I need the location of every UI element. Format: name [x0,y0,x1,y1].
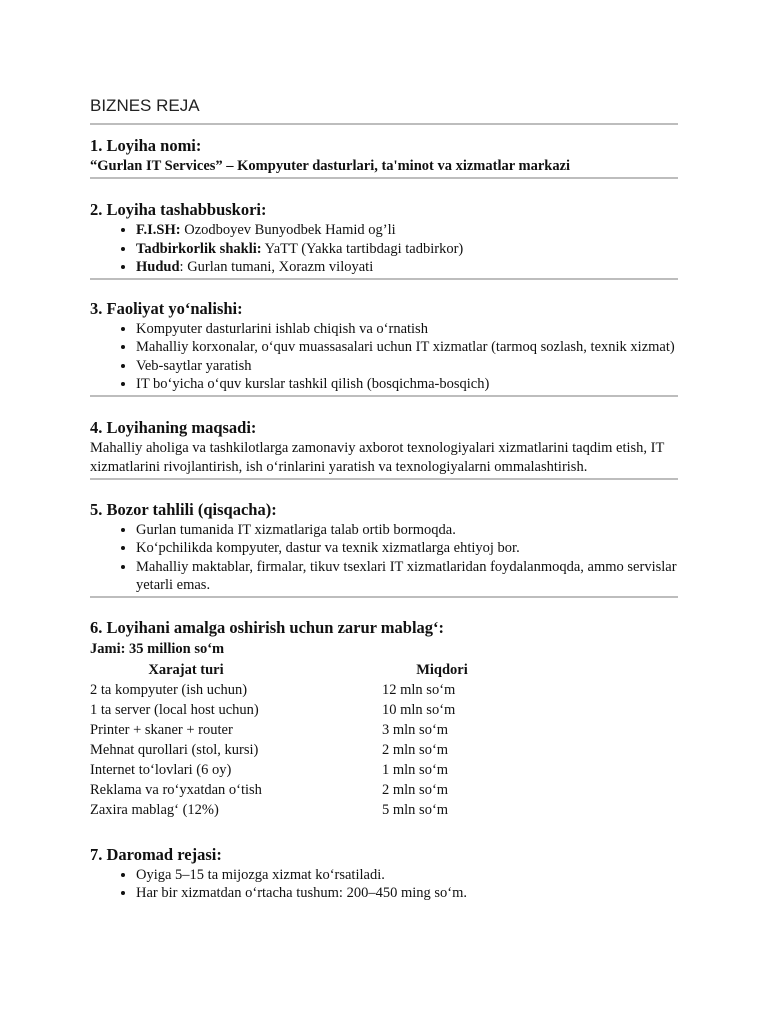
document-title: BIZNES REJA [90,94,678,125]
section-heading: 2. Loyiha tashabbuskori: [90,200,267,220]
table-header-row [90,660,502,680]
table-row [90,760,502,780]
expense-cell: Printer + skaner + router [90,722,233,739]
amount-cell: 2 mln so‘m [382,782,449,799]
amount-cell: 1 mln so‘m [382,762,449,779]
section-funding [90,598,678,828]
list-item: • IT bo‘yicha o‘quv kurslar tashkil qilish (bosqichma-bosqich) [136,375,678,393]
list-item: • Kompyuter dasturlarini ishlab chiqish va o‘rnatish [136,320,678,338]
expense-table [90,660,502,820]
table-row [90,780,502,800]
section-goal [90,397,678,480]
section-heading: 5. Bozor tahlili (qisqacha): [90,499,277,519]
item-value: : Gurlan tumani, Xorazm viloyati [179,258,374,275]
section-project-name [90,125,678,179]
item-value: Ozodboyev Bunyodbek Hamid og’li [180,222,396,239]
list-item: • Gurlan tumanida IT xizmatlariga talab ortib bormoqda. [136,521,678,539]
table-row [90,700,502,720]
list-item [136,258,678,276]
amount-cell: 5 mln so‘m [382,802,449,819]
expense-cell: Zaxira mablag‘ (12%) [90,802,219,819]
amount-cell: 10 mln so‘m [382,702,456,719]
goal-text: Mahalliy aholiga va tashkilotlarga zamonaviy axborot texnologiyalari xizmatlarini taqdim etish, IT xizmatlarini rivojlantirish, ish o‘rinlarini yaratish va texnologiyalarni ommalashtirish. [90,440,665,475]
amount-cell: 2 mln so‘m [382,742,449,759]
section-market [90,480,678,598]
list-item: • Veb-saytlar yaratish [136,357,678,375]
document-content [90,94,678,905]
expense-cell: 1 ta server (local host uchun) [90,702,259,719]
list-item: • Oyiga 5–15 ta mijozga xizmat ko‘rsatiladi. [136,866,678,884]
expense-cell: 2 ta kompyuter (ish uchun) [90,682,248,699]
expense-cell: Internet to‘lovlari (6 oy) [90,762,232,779]
column-header-amount: Miqdori [416,662,468,679]
market-list [90,521,678,594]
list-item: • Ko‘pchilikda kompyuter, dastur va texnik xizmatlarga ehtiyoj bor. [136,539,678,557]
amount-cell: 3 mln so‘m [382,722,449,739]
column-spacer [282,660,382,680]
section-heading: 3. Faoliyat yo‘nalishi: [90,299,243,319]
section-activity [90,280,678,397]
expense-cell: Mehnat qurollari (stol, kursi) [90,742,259,759]
section-heading: 6. Loyihani amalga oshirish uchun zarur mablag‘: [90,618,445,638]
activity-list [90,320,678,393]
section-heading: 1. Loyiha nomi: [90,136,202,155]
item-label: Tadbirkorlik shakli: [136,240,262,257]
item-label: F.I.SH: [136,222,181,239]
item-value: YaTT (Yakka tartibdagi tadbirkor) [261,240,464,257]
list-item: • Mahalliy maktablar, firmalar, tikuv tsexlari IT xizmatlaridan foydalanmoqda, ammo servislar yetarli emas. [136,558,678,595]
funding-total: Jami: 35 million so‘m [90,641,225,658]
list-item: • Mahalliy korxonalar, o‘quv muassasalari uchun IT xizmatlar (tarmoq sozlash, texnik xizmat) [136,338,678,356]
expense-cell: Reklama va ro‘yxatdan o‘tish [90,782,262,799]
amount-cell: 12 mln so‘m [382,682,456,699]
column-header-expense: Xarajat turi [148,662,224,679]
list-item [136,221,678,239]
table-row [90,740,502,760]
income-list [90,866,678,903]
table-row [90,680,502,700]
section-initiator [90,179,678,280]
section-heading: 7. Daromad rejasi: [90,845,222,865]
section-heading: 4. Loyihaning maqsadi: [90,418,257,438]
initiator-list [90,221,678,276]
table-row [90,720,502,740]
section-income-plan [90,828,678,905]
item-label: Hudud [136,258,180,275]
table-row [90,800,502,820]
list-item: • Har bir xizmatdan o‘rtacha tushum: 200–450 ming so‘m. [136,884,678,902]
list-item [136,240,678,258]
project-name-text: “Gurlan IT Services” – Kompyuter dasturlari, ta'minot va xizmatlar markazi [90,158,571,174]
